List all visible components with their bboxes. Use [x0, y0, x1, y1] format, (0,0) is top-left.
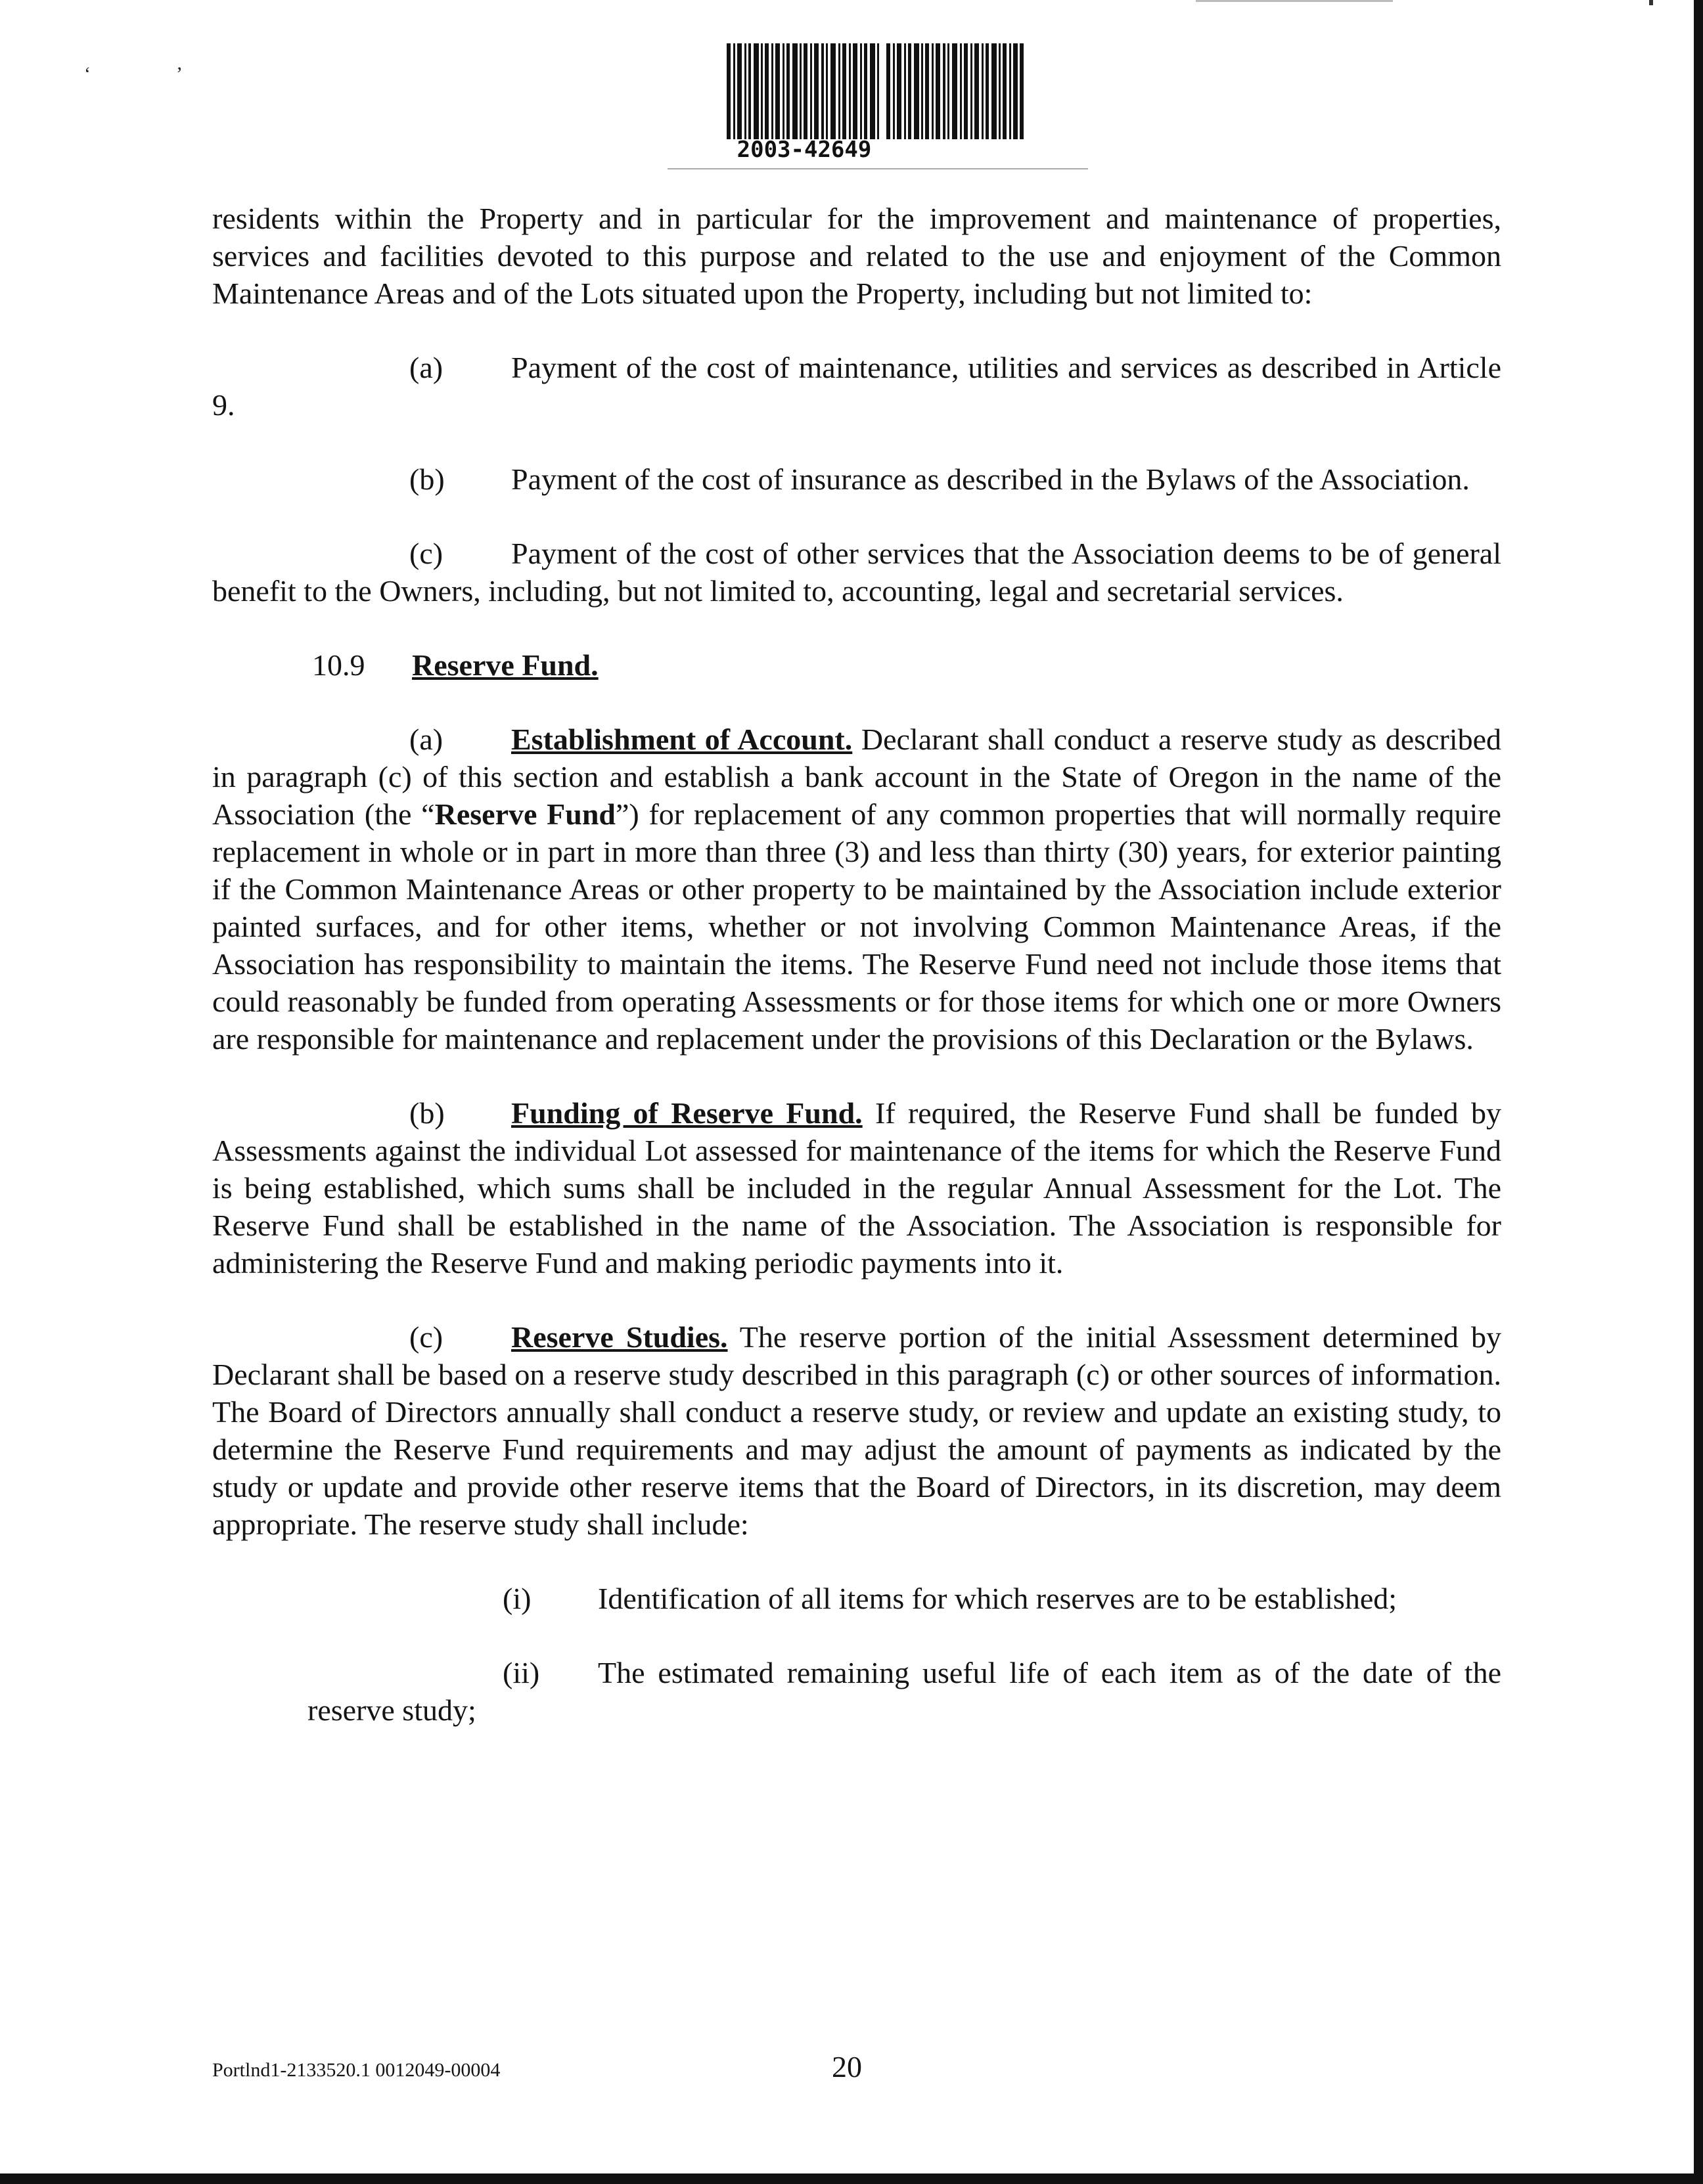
subsection-b-title: Funding of Reserve Fund. [511, 1096, 863, 1130]
page-number: 20 [832, 2050, 862, 2084]
roman-item-ii [212, 1654, 1501, 1729]
footer-document-id: Portlnd1-2133520.1 0012049-00004 [212, 2059, 501, 2081]
scan-frame-right [1694, 0, 1703, 2184]
subsection-a-title: Establishment of Account. [511, 723, 853, 756]
scan-specks: ‘’ [84, 63, 268, 85]
scan-artifact-mark [1649, 0, 1653, 5]
subsection-b-text: If required, the Reserve Fund shall be funded by Assessments against the individual Lot assessed for maintenance of the items for which the Reserve Fund is being established, which sums shall be included in the regular Annual Assessment for the Lot. The Reserve Fund shall be established in the name of the Association. The Association is responsible for administering the Reserve Fund and making periodic payments into it. [212, 1096, 1501, 1280]
subsection-b [212, 1094, 1501, 1281]
roman-item-i-label: (i) [503, 1582, 532, 1615]
subsection-c-text: The reserve portion of the initial Assessment determined by Declarant shall be based on a reserve study described in this paragraph (c) or other sources of information. The Board of Directors annually shall conduct a reserve study, or review and update an existing study, to determine the Reserve Fund requirements and may adjust the amount of payments as indicated by the study or update and provide other reserve items that the Board of Directors, in its discretion, may deem appropriate. The reserve study shall include: [212, 1320, 1501, 1541]
subsection-a-label: (a) [409, 723, 443, 756]
subsection-a-text-1: Declarant shall conduct a reserve study as described in paragraph (c) of this section and establish a bank account in the State of Oregon in the name of the Association (the “ [212, 723, 1502, 831]
section-number: 10.9 [312, 648, 365, 682]
subsection-b-label: (b) [409, 1096, 445, 1130]
roman-item-i [212, 1580, 1501, 1617]
list-item-b [212, 460, 1501, 498]
list-item-a-text: Payment of the cost of maintenance, utilities and services as described in Article 9. [212, 351, 1501, 422]
scan-artifact-line [1196, 0, 1393, 2]
list-item-c [212, 535, 1501, 610]
subsection-a-text-2: ”) for replacement of any common properties that will normally require replacement in whole or in part in more than three (3) and less than thirty (30) years, for exterior painting if the Common Maintenance Areas or other property to be maintained by the Association include exterior painted surfaces, and for other items, whether or not involving Common Maintenance Areas, if the Association has responsibility to maintain the items. The Reserve Fund need not include those items that could reasonably be funded from operating Assessments or for those items for which one or more Owners are responsible for maintenance and replacement under the provisions of this Declaration or the Bylaws. [212, 797, 1501, 1056]
list-item-a-label: (a) [409, 351, 443, 384]
intro-paragraph: residents within the Property and in particular for the improvement and maintenance of properties, services and facilities devoted to this purpose and related to the use and enjoyment of the Common Maintenance Areas and of the Lots situated upon the Property, including but not limited to: [212, 202, 1501, 310]
section-heading [212, 646, 1501, 684]
barcode-number: 2003-42649 [737, 137, 872, 163]
barcode-image [727, 43, 1024, 139]
section-title: Reserve Fund. [412, 648, 599, 682]
roman-item-ii-text: The estimated remaining useful life of each item as of the date of the reserve study; [307, 1656, 1501, 1727]
roman-item-i-text: Identification of all items for which reserves are to be established; [598, 1582, 1397, 1615]
list-item-c-label: (c) [409, 537, 443, 570]
list-item-c-text: Payment of the cost of other services that the Association deems to be of general benefit to the Owners, including, but not limited to, accounting, legal and secretarial services. [212, 537, 1501, 608]
roman-item-ii-label: (ii) [503, 1656, 540, 1689]
reserve-fund-term: Reserve Fund [434, 797, 616, 831]
subsection-c [212, 1318, 1501, 1543]
list-item-b-text: Payment of the cost of insurance as described in the Bylaws of the Association. [511, 462, 1470, 496]
barcode-underline [668, 168, 1088, 169]
scan-frame-bottom [0, 2173, 1703, 2184]
list-item-b-label: (b) [409, 462, 445, 496]
subsection-c-title: Reserve Studies. [511, 1320, 728, 1354]
subsection-a [212, 721, 1501, 1058]
subsection-c-label: (c) [409, 1320, 443, 1354]
document-body [212, 200, 1501, 1729]
list-item-a [212, 349, 1501, 424]
